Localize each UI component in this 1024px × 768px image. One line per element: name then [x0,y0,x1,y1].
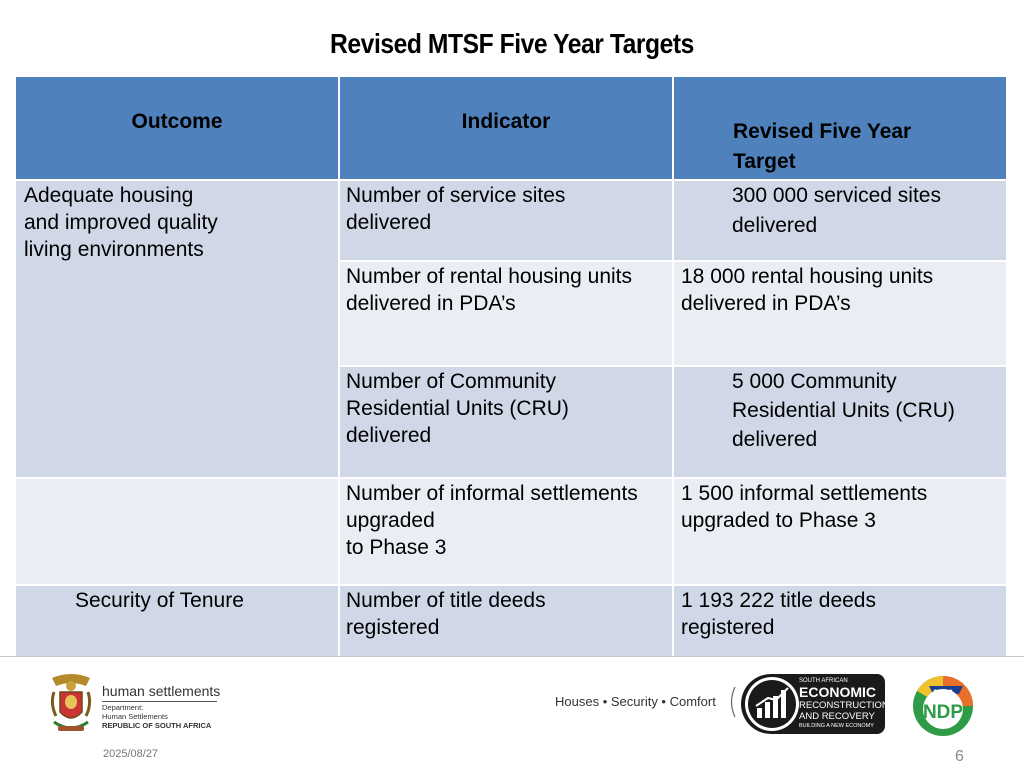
target-line: upgraded to Phase 3 [681,509,876,532]
target-line: delivered [732,214,818,237]
ndp-year: 2030 [932,688,954,698]
target-line: Residential Units (CRU) [732,399,955,422]
indicator-cell-cru [340,367,672,477]
indicator-line: Residential Units (CRU) [346,397,569,420]
page-number: 6 [955,748,964,765]
header-target-line2: Target [733,150,796,173]
ndp-logo-icon [911,674,975,738]
erec-top: SOUTH AFRICAN [799,678,848,684]
indicator-line: Number of service sites [346,184,566,207]
target-line: 300 000 serviced sites [732,184,941,207]
outcome-cell-empty [16,479,338,584]
outcome-cell-housing [16,181,338,477]
slide-date: 2025/08/27 [103,748,159,760]
target-line: delivered [732,428,818,451]
target-line: 1 500 informal settlements [681,482,928,505]
erec-line3: AND RECOVERY [799,711,875,722]
target-cell-service-sites [674,181,1006,260]
indicator-line: Number of informal settlements [346,482,638,505]
dept-label: Department: [102,703,144,712]
erec-line1: ECONOMIC [799,684,876,700]
tagline: Houses • Security • Comfort [555,694,716,709]
indicator-line: Number of title deeds [346,589,546,612]
header-outcome [16,77,338,179]
coat-of-arms-icon [48,672,94,736]
dept-country: REPUBLIC OF SOUTH AFRICA [102,721,212,730]
header-target-line1: Revised Five Year [733,120,912,143]
growth-chart-icon [744,676,800,732]
indicator-line: delivered [346,211,432,234]
indicator-line: delivered in PDA’s [346,292,516,315]
header-target [674,77,1006,179]
bracket-icon [727,686,737,718]
indicator-line: delivered [346,424,432,447]
indicator-cell-rental [340,262,672,365]
dept-underline [102,701,217,702]
target-line: 5 000 Community [732,370,897,393]
target-line: 18 000 rental housing units [681,265,934,288]
target-cell-title-deeds [674,586,1006,656]
header-indicator-label: Indicator [461,110,551,133]
target-cell-cru [674,367,1006,477]
erec-bottom: BUILDING A NEW ECONOMY [799,723,874,729]
target-cell-rental [674,262,1006,365]
erec-line2: RECONSTRUCTION [799,700,889,711]
indicator-cell-service-sites [340,181,672,260]
outcome-line: and improved quality [24,211,218,234]
target-line: delivered in PDA’s [681,292,851,315]
dept-sub: Human Settlements [102,712,168,721]
indicator-line: to Phase 3 [346,536,447,559]
ndp-text: NDP [922,702,964,723]
outcome-line: living environments [24,238,204,261]
erec-text [799,678,889,730]
slide-title: Revised MTSF Five Year Targets [330,28,694,59]
indicator-line: Number of rental housing units [346,265,632,288]
target-line: registered [681,616,775,639]
indicator-line: registered [346,616,440,639]
footer-divider [0,656,1024,657]
indicator-line: upgraded [346,509,435,532]
indicator-line: Number of Community [346,370,557,393]
outcome-line: Security of Tenure [75,589,244,612]
dept-block [102,703,211,730]
dept-name: human settlements [102,683,221,699]
outcome-cell-tenure [16,586,338,656]
indicator-cell-informal [340,479,672,584]
target-line: 1 193 222 title deeds [681,589,876,612]
target-cell-informal [674,479,1006,584]
header-outcome-label: Outcome [131,110,223,133]
header-indicator [340,77,672,179]
indicator-cell-title-deeds [340,586,672,656]
outcome-line: Adequate housing [24,184,194,207]
